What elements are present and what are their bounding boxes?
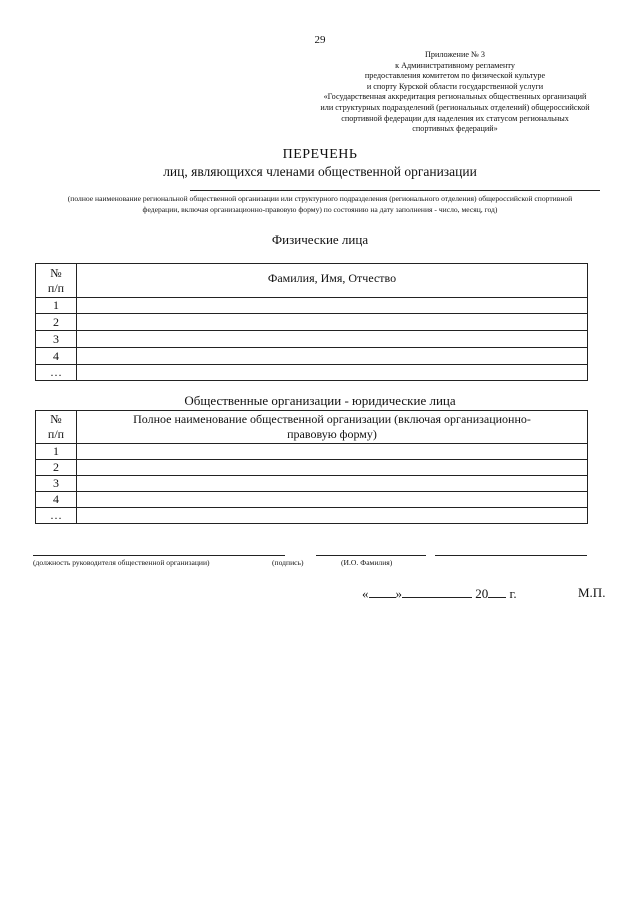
row-number: 1	[36, 444, 77, 460]
full-name-fill-line[interactable]	[435, 555, 587, 556]
appendix-header	[290, 50, 620, 135]
position-fill-line[interactable]	[33, 555, 285, 556]
signature-fill-line[interactable]	[316, 555, 426, 556]
column-header-number: № п/п	[36, 411, 77, 444]
organization-hint-line: федерации, включая организационно-правовую форму) по состоянию на дату заполнения - число, месяц, год)	[142, 205, 498, 214]
row-number: 2	[36, 314, 77, 331]
month-blank[interactable]	[402, 585, 472, 598]
organization-fill-line[interactable]	[190, 190, 600, 191]
row-number: …	[36, 365, 77, 381]
year-suffix: г.	[509, 586, 517, 601]
table-row	[36, 508, 588, 524]
appendix-line: или структурных подразделений (региональных отделений) общероссийской	[320, 102, 590, 112]
name-cell[interactable]	[77, 444, 588, 460]
name-cell[interactable]	[77, 314, 588, 331]
appendix-line: предоставления комитетом по физической культуре	[364, 71, 546, 81]
appendix-line: Приложение № 3	[425, 50, 485, 59]
row-number: 3	[36, 476, 77, 492]
year-prefix: 20	[475, 586, 489, 601]
organizations-heading: Общественные организации - юридические лица	[184, 393, 456, 408]
day-blank[interactable]	[369, 585, 396, 598]
organizations-table	[35, 410, 588, 524]
row-number: 4	[36, 348, 77, 365]
page-number: 29	[314, 34, 326, 46]
name-cell[interactable]	[77, 460, 588, 476]
name-cell[interactable]	[77, 365, 588, 381]
table-row	[36, 476, 588, 492]
table-header-row	[36, 264, 588, 298]
document-title: ПЕРЕЧЕНЬ	[282, 147, 358, 162]
date-open-quote: «	[362, 586, 369, 601]
column-header-name: Фамилия, Имя, Отчество	[77, 264, 588, 298]
table-row	[36, 298, 588, 314]
column-header-number: № п/п	[36, 264, 77, 298]
stamp-placeholder: М.П.	[578, 585, 606, 600]
full-name-caption: (И.О. Фамилия)	[341, 558, 393, 567]
year-blank[interactable]	[488, 585, 506, 598]
document-subtitle: лиц, являющихся членами общественной организации	[163, 164, 477, 179]
row-number: 1	[36, 298, 77, 314]
individuals-table	[35, 263, 588, 381]
signature-caption: (подпись)	[272, 558, 304, 567]
table-row	[36, 314, 588, 331]
table-header-row	[36, 411, 588, 444]
table-row	[36, 331, 588, 348]
table-row	[36, 444, 588, 460]
individuals-heading: Физические лица	[271, 232, 369, 247]
appendix-line: спортивных федераций»	[412, 124, 498, 134]
appendix-line: «Государственная аккредитация региональных общественных организаций	[323, 92, 587, 102]
name-cell[interactable]	[77, 508, 588, 524]
name-cell[interactable]	[77, 348, 588, 365]
position-caption: (должность руководителя общественной организации)	[33, 558, 210, 567]
appendix-line: и спорту Курской области государственной услуги	[366, 81, 544, 91]
row-number: 2	[36, 460, 77, 476]
name-cell[interactable]	[77, 476, 588, 492]
row-number: 3	[36, 331, 77, 348]
row-number: …	[36, 508, 77, 524]
column-header-name: Полное наименование общественной организации (включая организационно- правовую форму)	[77, 411, 588, 444]
name-cell[interactable]	[77, 331, 588, 348]
name-cell[interactable]	[77, 298, 588, 314]
date-close-quote: »	[395, 586, 402, 601]
organization-hint-line: (полное наименование региональной общественной организации или структурного подразделения (регионального отделения) общероссийской спортивной	[67, 194, 573, 203]
table-row	[36, 348, 588, 365]
organization-hint	[30, 193, 610, 215]
table-row	[36, 365, 588, 381]
table-row	[36, 460, 588, 476]
appendix-line: спортивной федерации для наделения их статусом региональных	[341, 113, 569, 123]
row-number: 4	[36, 492, 77, 508]
name-cell[interactable]	[77, 492, 588, 508]
appendix-line: к Административному регламенту	[395, 60, 515, 70]
table-row	[36, 492, 588, 508]
date-line	[362, 585, 517, 602]
